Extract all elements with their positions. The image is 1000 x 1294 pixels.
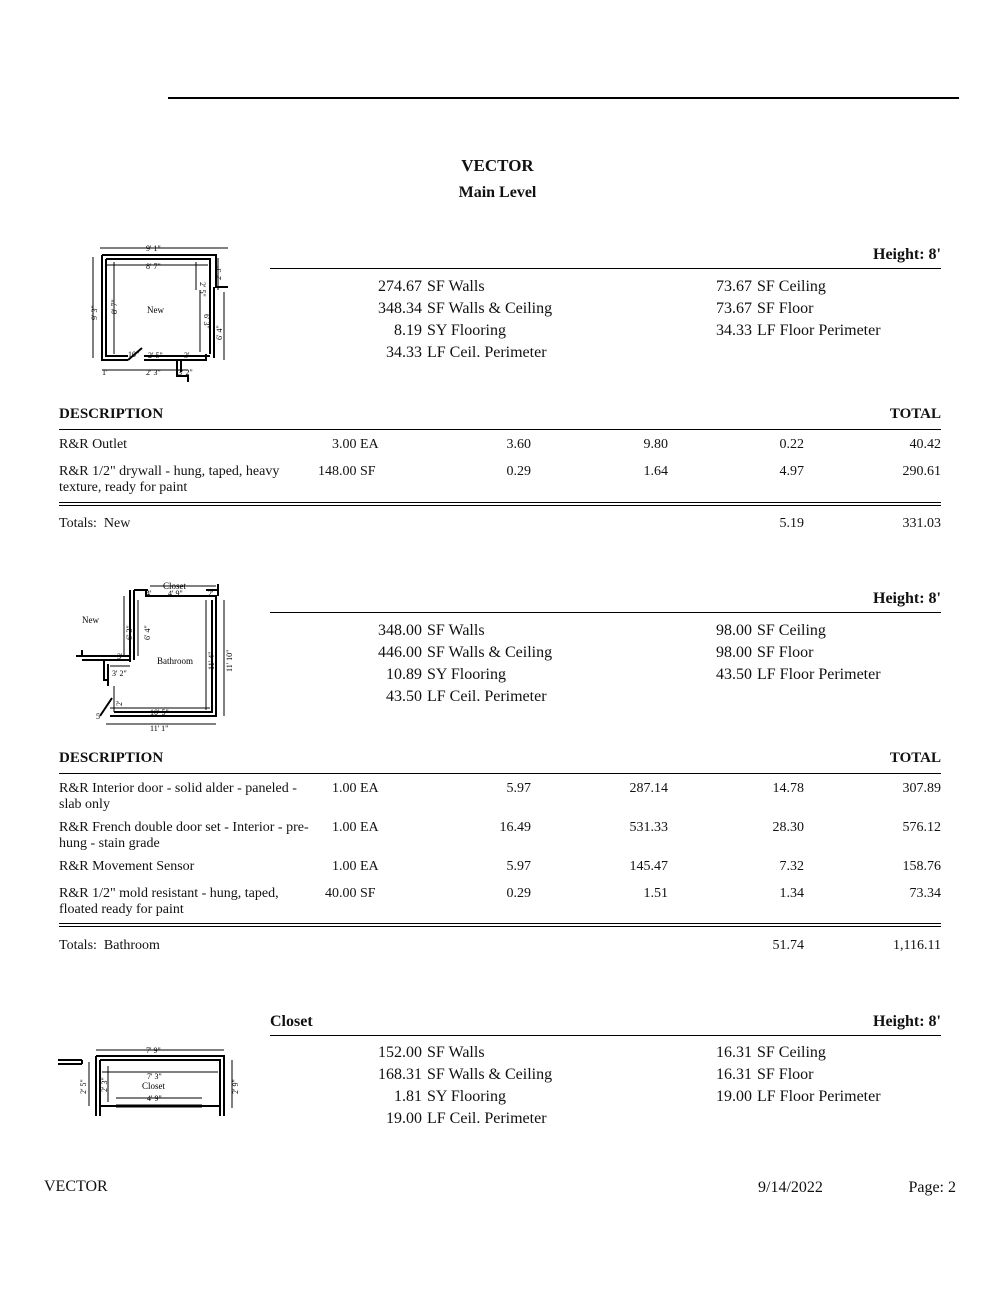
measurement	[700, 1088, 881, 1106]
line-item-description: R&R French double door set - Interior - pre-hung - stain grade	[59, 820, 309, 851]
dim-label: 6' 4"	[215, 325, 224, 340]
measurement	[362, 1110, 547, 1128]
measurement	[362, 644, 552, 662]
diagram-room-label: New	[147, 305, 164, 315]
line-item-remove: 16.49	[499, 820, 531, 835]
line-item-tax: 0.22	[779, 437, 804, 452]
measure-value: 73.67	[716, 278, 752, 295]
line-item-tax: 7.32	[779, 859, 804, 874]
measurement	[700, 1044, 826, 1062]
dim-label: 4'	[146, 589, 152, 598]
measurement	[700, 622, 826, 640]
dim-label: 9' 3"	[90, 305, 99, 320]
line-item-qty: 148.00 SF	[318, 464, 376, 479]
measurement	[362, 688, 547, 706]
dim-label: 7' 3"	[147, 1072, 162, 1081]
measure-label: SF Ceiling	[757, 278, 826, 295]
dim-label: 2'	[208, 589, 214, 598]
dim-label: 2'	[115, 700, 124, 706]
measure-value: 10.89	[386, 666, 422, 683]
dim-label: 2' 3"	[146, 368, 161, 377]
totals-total: 331.03	[902, 516, 941, 531]
room-diagram-closet	[52, 1046, 252, 1124]
measurement	[700, 666, 881, 684]
measure-value: 8.19	[394, 322, 422, 339]
room-height: Height: 8'	[873, 590, 941, 607]
line-item-tax: 1.34	[779, 886, 804, 901]
measurement	[362, 1088, 506, 1106]
totals-rule	[59, 505, 941, 506]
measure-label: SF Walls	[427, 1044, 485, 1061]
room-height: Height: 8'	[873, 1013, 941, 1030]
measure-label: SF Ceiling	[757, 1044, 826, 1061]
line-item-remove: 5.97	[506, 781, 531, 796]
measurement	[700, 322, 881, 340]
line-item-replace: 531.33	[629, 820, 668, 835]
measure-value: 16.31	[716, 1066, 752, 1083]
measure-label: SF Floor	[757, 644, 814, 661]
footer-company: VECTOR	[44, 1178, 108, 1195]
measure-label: SF Floor	[757, 1066, 814, 1083]
line-item-qty: 3.00 EA	[332, 437, 379, 452]
dim-label: 6' 4"	[143, 625, 152, 640]
line-item-replace: 145.47	[629, 859, 668, 874]
measure-value: 19.00	[386, 1110, 422, 1127]
totals-tax: 51.74	[772, 938, 804, 953]
line-item-total: 307.89	[902, 781, 941, 796]
document-title: VECTOR	[461, 156, 534, 175]
footer-date: 9/14/2022	[758, 1179, 823, 1196]
line-item-replace: 287.14	[629, 781, 668, 796]
dim-label: 11' 1"	[150, 724, 169, 733]
room-name: Closet	[270, 1013, 313, 1030]
measure-label: SF Walls & Ceiling	[427, 300, 553, 317]
line-item-tax: 14.78	[772, 781, 804, 796]
measure-value: 348.34	[378, 300, 422, 317]
measure-label: SY Flooring	[427, 322, 506, 339]
dim-label: 6' 3"	[202, 314, 211, 329]
line-item-tax: 4.97	[779, 464, 804, 479]
measure-value: 43.50	[386, 688, 422, 705]
dim-label: 2' 3"	[214, 265, 223, 280]
measure-label: LF Ceil. Perimeter	[427, 344, 547, 361]
room-diagram-new	[88, 242, 238, 382]
measure-label: SY Flooring	[427, 1088, 506, 1105]
measure-label: LF Floor Perimeter	[757, 666, 881, 683]
measurement	[362, 322, 506, 340]
dim-label: 2' 3"	[100, 1077, 109, 1092]
dim-label: 2' 5"	[148, 351, 163, 360]
dim-label: 2' 5"	[198, 282, 207, 297]
dim-label: 10"	[128, 350, 140, 359]
header-rule	[168, 97, 959, 99]
totals-rule	[59, 926, 941, 927]
measurement	[700, 278, 826, 296]
dim-label: 3' 2"	[178, 368, 193, 377]
line-item-total: 576.12	[902, 820, 941, 835]
measure-value: 152.00	[378, 1044, 422, 1061]
measure-value: 19.00	[716, 1088, 752, 1105]
measure-label: LF Floor Perimeter	[757, 1088, 881, 1105]
measure-label: LF Ceil. Perimeter	[427, 1110, 547, 1127]
measurement	[700, 644, 813, 662]
room-rule	[270, 1035, 941, 1036]
dim-label: 8' 7"	[146, 262, 161, 271]
line-item-qty: 1.00 EA	[332, 820, 379, 835]
line-item-remove: 5.97	[506, 859, 531, 874]
measurement	[362, 344, 547, 362]
room-height: Height: 8'	[873, 246, 941, 263]
measurement	[362, 278, 485, 296]
line-item-description: R&R Interior door - solid alder - paneled - slab only	[59, 781, 297, 812]
measure-value: 34.33	[716, 322, 752, 339]
dim-label: 11' 4"	[207, 651, 216, 670]
dim-label: 7' 9"	[146, 1046, 161, 1055]
level-title: Main Level	[458, 184, 537, 201]
line-item-replace: 1.64	[643, 464, 668, 479]
diagram-neighbor-label: New	[82, 615, 99, 625]
measure-label: SF Walls	[427, 622, 485, 639]
measure-value: 446.00	[378, 644, 422, 661]
diagram-room-label: Closet	[142, 1081, 166, 1091]
measure-label: SF Walls & Ceiling	[427, 644, 553, 661]
description-header: DESCRIPTION	[59, 750, 164, 766]
dim-label: 2' 9"	[231, 1079, 240, 1094]
totals-tax: 5.19	[779, 516, 804, 531]
table-header-rule	[59, 429, 941, 430]
footer-page: Page: 2	[908, 1179, 956, 1196]
line-item-total: 40.42	[909, 437, 941, 452]
dim-label: 10' 5"	[150, 708, 169, 717]
line-item-description: R&R 1/2" mold resistant - hung, taped, floated ready for paint	[59, 886, 279, 917]
totals-rule	[59, 502, 941, 503]
measurement	[700, 300, 813, 318]
description-header: DESCRIPTION	[59, 406, 164, 422]
dim-label: 3'	[184, 351, 190, 360]
line-item-remove: 0.29	[506, 886, 531, 901]
totals-label: Totals: New	[59, 516, 131, 531]
measure-value: 168.31	[378, 1066, 422, 1083]
diagram-room-label: Bathroom	[157, 656, 193, 666]
total-header: TOTAL	[889, 406, 941, 422]
line-item-replace: 1.51	[643, 886, 668, 901]
measurement	[700, 1066, 813, 1084]
measure-value: 34.33	[386, 344, 422, 361]
dim-label: 9' 1"	[146, 244, 161, 253]
diagram-neighbor-label: Closet	[163, 581, 187, 591]
measure-label: SF Floor	[757, 300, 814, 317]
measurement	[362, 1044, 485, 1062]
line-item-qty: 1.00 EA	[332, 781, 379, 796]
measure-label: SF Walls	[427, 278, 485, 295]
dim-label: 5'	[96, 712, 102, 721]
line-item-qty: 1.00 EA	[332, 859, 379, 874]
line-item-remove: 0.29	[506, 464, 531, 479]
dim-label: 4' 9"	[147, 1094, 162, 1103]
line-item-total: 290.61	[902, 464, 941, 479]
measure-label: LF Floor Perimeter	[757, 322, 881, 339]
measure-value: 98.00	[716, 644, 752, 661]
totals-total: 1,116.11	[893, 938, 941, 953]
room-rule	[270, 612, 941, 613]
measure-value: 43.50	[716, 666, 752, 683]
line-item-tax: 28.30	[772, 820, 804, 835]
measure-value: 348.00	[378, 622, 422, 639]
dim-label: 8' 7"	[110, 299, 119, 314]
line-item-qty: 40.00 SF	[325, 886, 376, 901]
totals-label: Totals: Bathroom	[59, 938, 160, 953]
table-header-rule	[59, 773, 941, 774]
dim-label: 1'	[102, 368, 108, 377]
measurement	[362, 1066, 552, 1084]
totals-rule	[59, 923, 941, 924]
dim-label: 6' 3"	[125, 625, 134, 640]
line-item-total: 158.76	[902, 859, 941, 874]
dim-label: 3' 2"	[112, 669, 127, 678]
dim-label: 2' 5"	[79, 1079, 88, 1094]
measure-label: SF Ceiling	[757, 622, 826, 639]
dim-label: 11' 10"	[225, 649, 234, 672]
measure-value: 98.00	[716, 622, 752, 639]
line-item-description: R&R Outlet	[59, 437, 128, 452]
line-item-total: 73.34	[909, 886, 941, 901]
measurement	[362, 300, 552, 318]
measure-value: 73.67	[716, 300, 752, 317]
room-diagram-bathroom	[70, 576, 240, 736]
line-item-description: R&R Movement Sensor	[59, 859, 195, 874]
measure-value: 274.67	[378, 278, 422, 295]
measurement	[362, 666, 506, 684]
line-item-replace: 9.80	[643, 437, 668, 452]
line-item-remove: 3.60	[506, 437, 531, 452]
measure-value: 1.81	[394, 1088, 422, 1105]
dim-label: 4' 9"	[168, 589, 183, 598]
measurement	[362, 622, 485, 640]
measure-label: LF Ceil. Perimeter	[427, 688, 547, 705]
measure-label: SY Flooring	[427, 666, 506, 683]
total-header: TOTAL	[889, 750, 941, 766]
dim-label: 3'	[117, 652, 123, 661]
room-rule	[270, 268, 941, 269]
line-item-description: R&R 1/2" drywall - hung, taped, heavy texture, ready for paint	[59, 464, 280, 495]
measure-value: 16.31	[716, 1044, 752, 1061]
measure-label: SF Walls & Ceiling	[427, 1066, 553, 1083]
